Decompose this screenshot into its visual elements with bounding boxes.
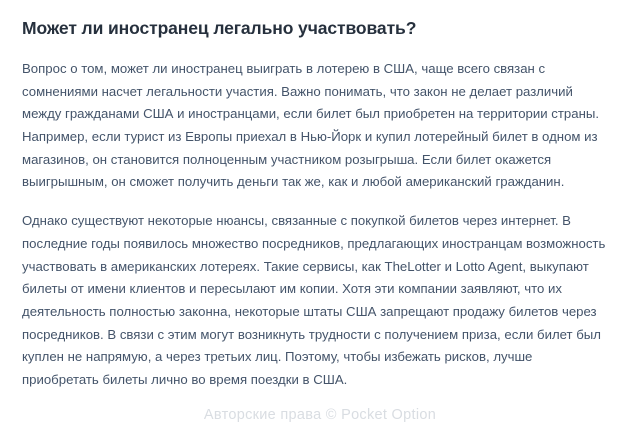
watermark-text: Авторские права © Pocket Option [203, 407, 437, 423]
page-title: Может ли иностранец легально участвовать? [22, 18, 417, 38]
article-paragraph-1: Вопрос о том, может ли иностранец выиграть в лотерею в США, чаще всего связан с сомнениями насчет легальности участия. Важно понимать, что закон не делает различий между гражданами США и иностранцами, если билет был приобретен на территории страны. Например, если турист из Европы приехал в Нью-Йорк и купил лотерейный билет в одном из магазинов, он становится полноценным участником розыгрыша. Если билет окажется выигрышным, он сможет получить деньги так же, как и любой американский гражданин. [22, 60, 600, 190]
article-paragraph-2: Однако существуют некоторые нюансы, связанные с покупкой билетов через интернет. В последние годы появилось множество посредников, предлагающих иностранцам возможность участвовать в американских лотереях. Такие сервисы, как TheLotter и Lotto Agent, выкупают билеты от имени клиентов и пересылают им копии. Хотя эти компании заявляют, что их деятельность полностью законна, некоторые штаты США запрещают продажу билетов через посредников. В связи с этим могут возникнуть трудности с получением приза, если билет был куплен не напрямую, а через третьих лиц. Поэтому, чтобы избежать рисков, лучше приобретать билеты лично во время поездки в США. [22, 213, 606, 388]
copyright-watermark [0, 407, 640, 423]
